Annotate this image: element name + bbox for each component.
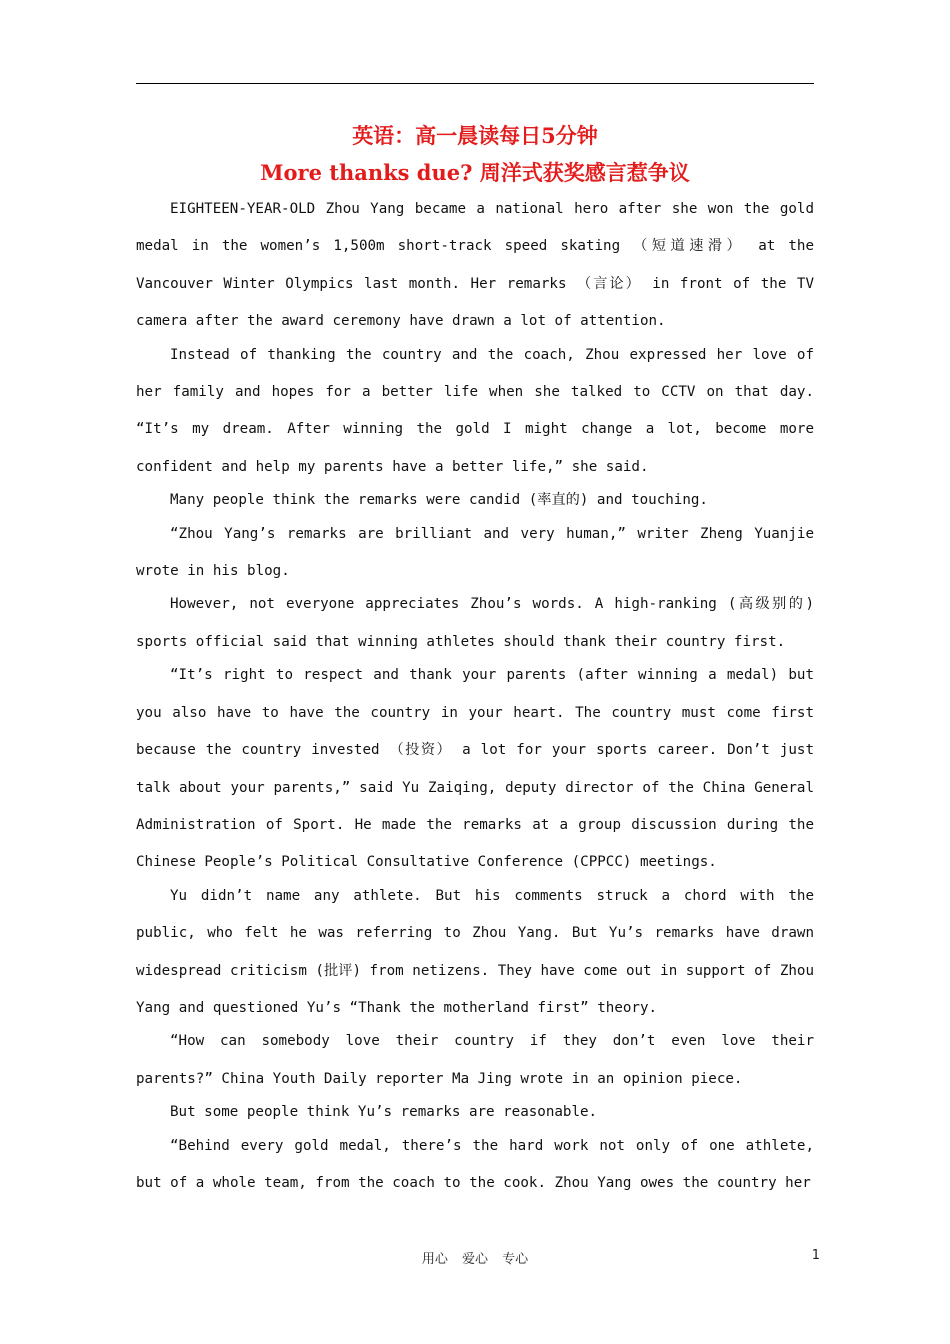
page-title: 英语：高一晨读每日5分钟 [352, 123, 598, 148]
paragraph: But some people think Yu’s remarks are reasonable. [170, 1104, 598, 1121]
page-number: 1 [811, 1248, 820, 1263]
article-headline: More thanks due? 周洋式获奖感言惹争议 [260, 160, 690, 185]
paragraph: “Zhou Yang’s remarks are brilliant and very human,” writer Zheng Yuanjie wrote in his blog. [136, 525, 814, 580]
paragraph: “It’s right to respect and thank your parents (after winning a medal) but you also have to have the country in your heart. The country must come first because the country invested （投资） a lot for your sports career. Don’t just talk about your parents,” said Yu Zaiqing, deputy director of the China General Administration of Sport. He made the remarks at a group discussion during the Chinese People’s Political Consultative Conference (CPPCC) meetings. [136, 667, 814, 871]
paragraph: “How can somebody love their country if they don’t even love their parents?” China Youth Daily reporter Ma Jing wrote in an opinion piece. [136, 1033, 814, 1087]
paragraph: EIGHTEEN-YEAR-OLD Zhou Yang became a national hero after she won the gold medal in the women’s 1,500m short-track speed skating （短道速滑） at the Vancouver Winter Olympics last month. Her remarks （言论） in front of the TV camera after the award ceremony have drawn a lot of attention. [136, 201, 814, 330]
paragraph: “Behind every gold medal, there’s the hard work not only of one athlete, but of a whole team, from the coach to the cook. Zhou Yang owes the country her [136, 1137, 814, 1191]
footer-motto: 用心 爱心 专心 [421, 1252, 529, 1267]
paragraph: Many people think the remarks were candid (率直的) and touching. [170, 492, 708, 509]
header-rule [136, 83, 814, 84]
paragraph: Yu didn’t name any athlete. But his comments struck a chord with the public, who felt he was referring to Zhou Yang. But Yu’s remarks have drawn widespread criticism (批评) from netizens. They have come out in support of Zhou Yang and questioned Yu’s “Thank the motherland first” theory. [136, 887, 814, 1016]
paragraph: Instead of thanking the country and the coach, Zhou expressed her love of her family and hopes for a better life when she talked to CCTV on that day. “It’s my dream. After winning the gold I might change a lot, become more confident and help my parents have a better life,” she said. [136, 346, 814, 475]
article-body [136, 191, 814, 1198]
paragraph: However, not everyone appreciates Zhou’s words. A high-ranking (高级别的) sports official said that winning athletes should thank their country first. [136, 596, 814, 650]
